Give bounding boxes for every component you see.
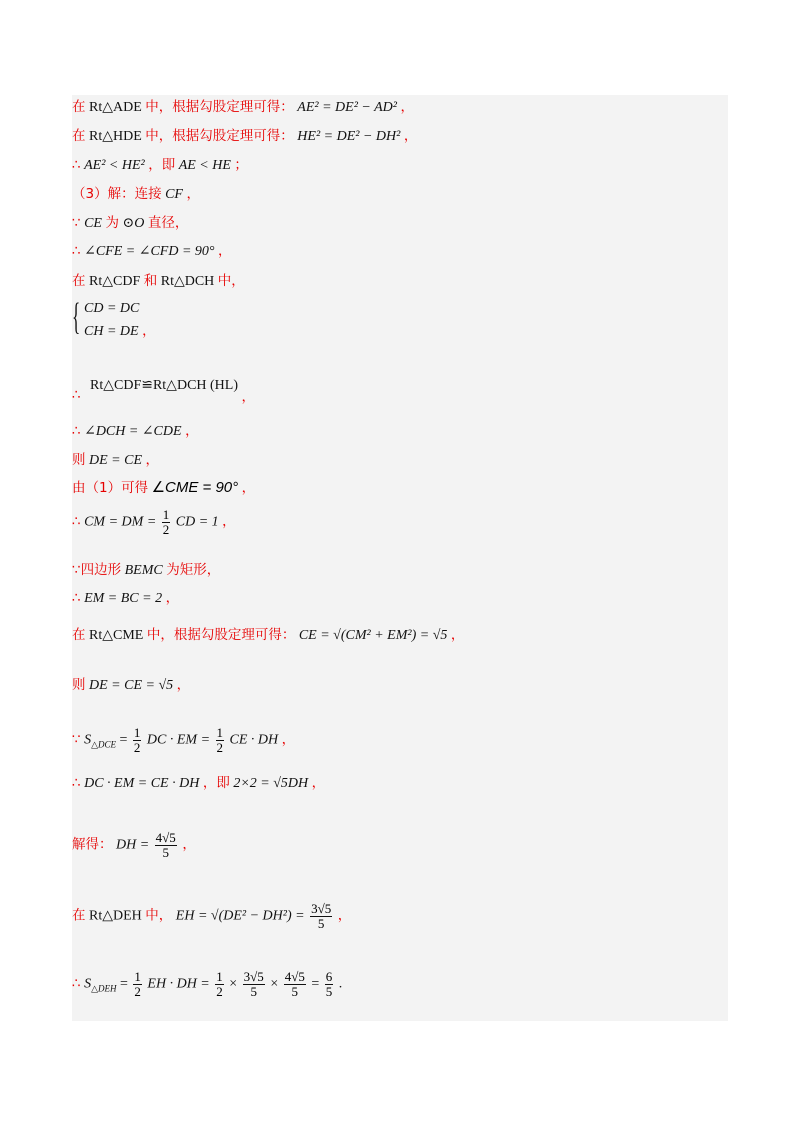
subscript: △DEH: [91, 983, 117, 994]
cn-text: ，: [145, 452, 159, 468]
math-expr: CD = DC: [84, 301, 140, 316]
text-line-22: [72, 970, 342, 999]
text-line-10: [72, 421, 199, 442]
cn-text: ，: [400, 99, 414, 115]
math-expr: ∠CFE = ∠CFD = 90°: [84, 244, 215, 259]
text-line-14: [72, 560, 220, 581]
cn-text: 在: [72, 907, 86, 924]
cn-text: ，: [222, 513, 236, 530]
cn-text: ∵: [72, 215, 81, 231]
cn-text: ∴: [72, 513, 81, 530]
text-line-20: [72, 831, 196, 860]
cn-text: ，即: [202, 775, 230, 791]
text-line-1: [72, 97, 414, 118]
cn-text: （3）解：连接: [72, 186, 162, 202]
fraction: $\frac{4√5}{5}$: [284, 969, 305, 999]
text-line-5: [72, 213, 188, 234]
fraction: $\frac{1}{2}$: [216, 725, 224, 755]
math-expr: AE < HE: [178, 158, 231, 173]
text-line-9: [90, 375, 255, 405]
cn-text: ∴: [72, 775, 81, 791]
math-expr: AE² = DE² − AD²: [297, 100, 397, 115]
math-expr: BEMC: [124, 563, 163, 578]
math-expr: CE · DH: [229, 732, 279, 748]
text-line-19: [72, 773, 325, 794]
cn-text: ；: [234, 157, 248, 173]
fraction: $\frac{1}{2}$: [162, 507, 170, 537]
math-expr: DC · EM = CE · DH: [84, 776, 200, 791]
cn-text: 中，根据勾股定理可得：: [145, 128, 294, 144]
cn-text: 中，: [217, 273, 245, 289]
math-expr: EM = BC = 2: [84, 591, 163, 606]
text-line-17: [72, 675, 190, 696]
math-expr: .: [338, 976, 343, 992]
text-line-11: [72, 450, 159, 471]
cn-text: ∴: [72, 423, 81, 439]
cn-text: ，: [337, 907, 352, 924]
cn-text: ∵: [72, 731, 81, 748]
math-expr: DE = CE = √5: [89, 678, 174, 693]
cn-text: ∴: [72, 387, 81, 403]
text-line-7: [72, 271, 245, 292]
fraction: $\frac{1}{2}$: [133, 725, 141, 755]
math-expr: Rt△CME: [89, 628, 144, 643]
math-expr: CM = DM =: [84, 514, 157, 530]
math-expr: CF: [165, 187, 183, 202]
cn-text: ∵四边形: [72, 562, 122, 578]
cn-text: ∴: [72, 243, 81, 259]
math-expr: ∠CME = 90°: [151, 479, 239, 496]
cn-text: ∴: [72, 590, 81, 606]
math-expr: ×: [229, 976, 238, 992]
math-expr: S: [84, 976, 92, 992]
equation-system-2: [84, 321, 156, 342]
math-expr: Rt△ADE: [89, 100, 142, 115]
fraction: $\frac{1}{2}$: [134, 969, 141, 999]
math-expr: Rt△HDE: [89, 129, 142, 144]
math-expr: S: [84, 732, 92, 748]
math-expr: 2×2 = √5DH: [233, 776, 309, 791]
text-line-3: [72, 155, 248, 176]
math-expr: DH =: [116, 837, 150, 853]
cn-text: 中，根据勾股定理可得：: [146, 627, 296, 643]
cn-text: ，: [241, 389, 255, 405]
fraction: $\frac{3√5}{5}$: [311, 901, 332, 931]
fraction: $\frac{4√5}{5}$: [155, 830, 176, 860]
text-line-4: [72, 184, 200, 205]
cn-text: 在: [72, 627, 86, 643]
cn-text: 中，: [145, 907, 173, 924]
cn-text: 则: [72, 677, 86, 693]
cn-text: 中，根据勾股定理可得：: [145, 99, 294, 115]
math-expr: Rt△DCH: [160, 274, 215, 289]
math-expr: CE: [84, 216, 102, 231]
cn-text: 为: [105, 215, 119, 231]
text-line-21: [72, 902, 351, 931]
cn-text: 则: [72, 452, 86, 468]
math-expr: DC · EM =: [146, 732, 211, 748]
cn-text: ∴: [72, 157, 81, 173]
math-expr: =: [311, 976, 320, 992]
math-expr: ×: [270, 976, 279, 992]
math-expr: AE² < HE²: [84, 158, 145, 173]
cn-text: ，: [218, 243, 232, 259]
math-expr: DE = CE: [89, 453, 142, 468]
math-expr: ∠DCH = ∠CDE: [84, 424, 182, 439]
cn-text: 由（1）可得: [72, 480, 149, 496]
math-expr: =: [120, 976, 128, 992]
text-line-6: [72, 241, 232, 262]
math-expr: Rt△DEH: [89, 908, 142, 924]
text-line-2: [72, 126, 417, 147]
cn-text: ，即: [148, 157, 176, 173]
cn-text: ∴: [72, 975, 81, 992]
text-line-16: [72, 625, 464, 646]
fraction: $\frac{6}{5}$: [325, 969, 333, 999]
math-expr: Rt△CDF≌Rt△DCH (HL): [90, 378, 238, 393]
math-expr: CH = DE: [84, 324, 139, 339]
cn-text: 和: [143, 273, 158, 289]
math-expr: EH · DH =: [147, 976, 210, 992]
cn-text: ，: [186, 186, 200, 202]
cn-text: 在: [72, 99, 86, 115]
math-expr: Rt△CDF: [89, 274, 141, 289]
math-expr: CD = 1: [175, 514, 219, 530]
cn-text: 在: [72, 128, 86, 144]
cn-text: 解得：: [72, 836, 113, 853]
brace-icon: {: [72, 296, 81, 338]
fraction: $\frac{1}{2}$: [216, 969, 223, 999]
equation-system: [84, 299, 139, 319]
math-expr: HE² = DE² − DH²: [297, 129, 401, 144]
cn-text: ，: [450, 627, 465, 643]
cn-text: ，: [311, 775, 326, 791]
therefore-sign: [72, 385, 81, 406]
fraction: $\frac{3√5}{5}$: [243, 969, 264, 999]
text-line-15: [72, 588, 179, 609]
cn-text: ，: [281, 731, 296, 748]
cn-text: ，: [185, 423, 199, 439]
cn-text: ，: [182, 836, 196, 853]
text-line-12: [72, 478, 255, 499]
cn-text: ，: [241, 480, 256, 496]
math-expr: ⊙O: [122, 216, 145, 231]
math-expr: =: [119, 732, 128, 748]
cn-text: 为矩形，: [166, 562, 221, 578]
cn-text: ，: [176, 677, 191, 693]
cn-text: 在: [72, 273, 86, 289]
cn-text: ，: [142, 323, 156, 339]
math-expr: CE = √(CM² + EM²) = √5: [298, 628, 448, 643]
cn-text: 直径，: [147, 215, 189, 231]
text-line-18: [72, 726, 295, 755]
cn-text: ，: [165, 590, 180, 606]
math-expr: EH = √(DE² − DH²) =: [175, 908, 305, 924]
text-line-13: [72, 508, 236, 537]
cn-text: ，: [403, 128, 418, 144]
subscript: △DCE: [91, 739, 117, 750]
